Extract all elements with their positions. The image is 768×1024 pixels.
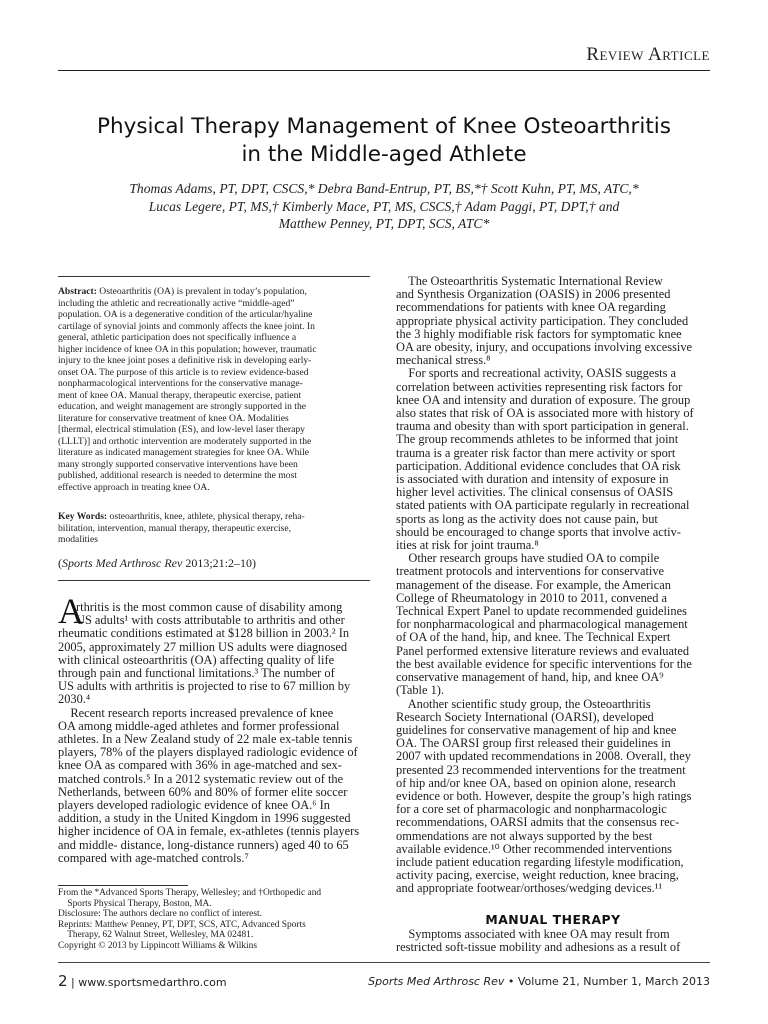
journal-url[interactable]: www.sportsmedarthro.com bbox=[78, 976, 227, 989]
paragraph-line: presented 23 recommended interventions for the treatment bbox=[396, 763, 686, 777]
paragraph-line: activity pacing, exercise, weight reduction, knee bracing, bbox=[396, 869, 679, 883]
keywords-text: osteoarthritis, knee, athlete, physical therapy, reha- bbox=[107, 511, 305, 522]
citation-volume: 2013;21:2–10) bbox=[182, 556, 256, 570]
paragraph-line: knee OA as compared with 36% in age-matched and sex- bbox=[58, 759, 342, 773]
header-rule bbox=[58, 70, 710, 71]
footer-left bbox=[58, 972, 227, 990]
abstract-line: published, additional research is needed to determine the most bbox=[58, 470, 297, 481]
paragraph-line: evidence or both. However, despite the group’s high ratings bbox=[396, 789, 692, 803]
footnote-line: Reprints: Matthew Penney, PT, DPT, SCS, ATC, Advanced Sports bbox=[58, 919, 306, 930]
paragraph-line: The group recommends athletes to be informed that joint bbox=[396, 433, 679, 447]
paragraph-line: conservative management of hand, hip, and knee OA⁹ bbox=[396, 671, 664, 685]
abstract-line: literature for conservative treatment of knee OA. Modalities bbox=[58, 412, 289, 424]
body-column-left bbox=[58, 601, 372, 865]
paragraph-line: 2030.⁴ bbox=[58, 693, 91, 707]
abstract-bottom-rule bbox=[58, 580, 370, 581]
title-line: Physical Therapy Management of Knee Osteoarthritis bbox=[97, 114, 671, 139]
paragraph-line: US adults¹ with costs attributable to arthritis and other bbox=[76, 614, 345, 628]
abstract-line: (LLLT)] and orthotic intervention are moderately supported in the bbox=[58, 435, 312, 447]
abstract-line: onset OA. The purpose of this article is to review evidence-based bbox=[58, 366, 309, 378]
author-list bbox=[58, 180, 710, 233]
journal-citation bbox=[58, 556, 256, 571]
paragraph-line: and appropriate footwear/orthoses/wedging devices.¹¹ bbox=[396, 882, 663, 896]
paragraph-line: rheumatic conditions estimated at $128 billion in 2003.² In bbox=[58, 627, 350, 641]
paragraph-line: participation. Additional evidence concludes that OA risk bbox=[396, 459, 681, 473]
paragraph-line: ommendations are not always supported by the best bbox=[396, 829, 653, 843]
paragraph-line: For sports and recreational activity, OASIS suggests a bbox=[396, 367, 676, 381]
paragraph-line: sports as long as the activity does not cause pain, but bbox=[396, 512, 658, 526]
paragraph-line: guidelines for conservative management of hip and knee bbox=[396, 723, 677, 737]
body-column-right-continued bbox=[396, 928, 710, 954]
paragraph-line: players, 78% of the players displayed radiologic evidence of bbox=[58, 746, 358, 760]
paragraph-line: and middle- distance, long-distance runners) aged 40 to 65 bbox=[58, 838, 349, 852]
abstract-line: including the athletic and recreationally active “middle-aged” bbox=[58, 297, 295, 309]
footer-separator: | bbox=[67, 976, 79, 989]
paragraph-line: ities at risk for joint trauma.⁸ bbox=[396, 539, 539, 553]
footer-right bbox=[368, 975, 710, 988]
citation-journal: Sports Med Arthrosc Rev bbox=[62, 556, 183, 570]
abstract-line: nonpharmacological interventions for the conservative manage- bbox=[58, 378, 303, 389]
paragraph-line: Netherlands, between 60% and 80% of former elite soccer bbox=[58, 785, 348, 799]
abstract-top-rule bbox=[58, 276, 370, 277]
paragraph-line: Panel performed extensive literature reviews and evaluated bbox=[396, 644, 690, 658]
paragraph-line: through pain and functional limitations.³ The number of bbox=[58, 667, 335, 681]
abstract-line: ment of knee OA. Manual therapy, therapeutic exercise, patient bbox=[58, 389, 302, 401]
paragraph-line: athletes. In a New Zealand study of 22 male ex-table tennis bbox=[58, 733, 353, 747]
paragraph-line: higher incidence of OA in female, ex-athletes (tennis players bbox=[58, 825, 360, 839]
keywords bbox=[58, 511, 370, 546]
paragraph-line: knee OA and intensity and duration of exposure. The group bbox=[396, 393, 691, 407]
paragraph-line: and Synthesis Organization (OASIS) in 2006 presented bbox=[396, 288, 671, 302]
paragraph-line: The Osteoarthritis Systematic International Review bbox=[396, 275, 663, 288]
paragraph-line: US adults with arthritis is projected to rise to 67 million by bbox=[58, 680, 351, 694]
paragraph-line: correlation between activities representing risk factors for bbox=[396, 380, 683, 394]
abstract-line: cartilage of synovial joints and commonly affects the knee joint. In bbox=[58, 320, 315, 332]
abstract-line: higher incidence of knee OA in this population; however, traumatic bbox=[58, 343, 317, 355]
paragraph-line: for a core set of pharmacologic and nonpharmacologic bbox=[396, 803, 667, 817]
paragraph-line: restricted soft-tissue mobility and adhesions as a result of bbox=[396, 941, 681, 955]
paragraph-line: trauma is a greater risk factor than mere activity or sport bbox=[396, 446, 676, 460]
author-line: Thomas Adams, PT, DPT, CSCS,* Debra Band-Entrup, PT, BS,*† Scott Kuhn, PT, MS, ATC,* bbox=[129, 181, 639, 196]
abstract-line: injury to the knee joint poses a definitive risk in developing early- bbox=[58, 355, 312, 366]
paragraph-line: available evidence.¹⁰ Other recommended interventions bbox=[396, 842, 673, 856]
abstract-text: Osteoarthritis (OA) is prevalent in today’s population, bbox=[96, 286, 307, 297]
paragraph-line: Technical Expert Panel to update recommended guidelines bbox=[396, 605, 687, 619]
paragraph-line: Symptoms associated with knee OA may result from bbox=[396, 928, 670, 941]
footnote-line: Disclosure: The authors declare no conflict of interest. bbox=[58, 909, 262, 920]
abstract bbox=[58, 286, 370, 493]
footer-rule bbox=[58, 962, 710, 963]
paragraph-line: the 3 highly modifiable risk factors for symptomatic knee bbox=[396, 327, 682, 341]
paragraph-line: rthritis is the most common cause of disability among bbox=[76, 601, 343, 614]
footer-journal: Sports Med Arthrosc Rev bbox=[368, 975, 505, 988]
keywords-line: bilitation, intervention, manual therapy, therapeutic exercise, bbox=[58, 522, 292, 534]
paragraph-line: of hip and/or knee OA, based on opinion alone, research bbox=[396, 776, 676, 790]
citation-open: ( bbox=[58, 556, 62, 570]
abstract-label: Abstract: bbox=[58, 286, 97, 297]
paragraph-line: Another scientific study group, the Osteoarthritis bbox=[396, 697, 651, 711]
abstract-line: effective approach in treating knee OA. bbox=[58, 481, 210, 493]
footnote-line: Sports Physical Therapy, Boston, MA. bbox=[58, 898, 212, 909]
footnote-rule bbox=[58, 885, 188, 886]
footnote-line: Copyright © 2013 by Lippincott Williams & Wilkins bbox=[58, 940, 257, 951]
footnotes bbox=[58, 888, 372, 952]
paragraph-line: the best available evidence for specific interventions for the bbox=[396, 657, 692, 671]
paragraph-line: trauma and obesity than with sport participation in general. bbox=[396, 420, 689, 434]
abstract-line: [thermal, electrical stimulation (ES), and low-level laser therapy bbox=[58, 424, 305, 435]
keywords-line bbox=[58, 511, 370, 523]
paragraph-line: higher level activities. The clinical consensus of OASIS bbox=[396, 486, 674, 500]
paragraph-line: 2007 with updated recommendations in 2008. Overall, they bbox=[396, 750, 691, 764]
paragraph-line: of OA of the hand, hip, and knee. The Technical Expert bbox=[396, 631, 671, 645]
paragraph-line: management of the disease. For example, the American bbox=[396, 578, 671, 592]
paragraph-line: should be encouraged to change sports that involve activ- bbox=[396, 525, 681, 539]
paragraph-line: treatment protocols and interventions for conservative bbox=[396, 565, 665, 579]
section-heading-manual-therapy: MANUAL THERAPY bbox=[485, 912, 621, 927]
paragraph-line: is associated with duration and intensity of exposure in bbox=[396, 473, 669, 487]
author-line: Lucas Legere, PT, MS,† Kimberly Mace, PT, MS, CSCS,† Adam Paggi, PT, DPT,† and bbox=[148, 198, 620, 214]
paragraph-line: College of Rheumatology in 2010 to 2011, convened a bbox=[396, 591, 668, 605]
article-title bbox=[58, 113, 710, 169]
keywords-label: Key Words: bbox=[58, 511, 108, 522]
footnote-line: From the *Advanced Sports Therapy, Wellesley; and †Orthopedic and bbox=[58, 888, 322, 898]
paragraph-line: with clinical osteoarthritis (OA) affecting quality of life bbox=[58, 653, 335, 667]
drop-cap: A bbox=[58, 591, 84, 631]
paragraph-line: stated patients with OA participate regularly in recreational bbox=[396, 499, 690, 513]
abstract-line: literature as indicated management strategies for knee OA. While bbox=[58, 447, 310, 458]
paragraph-line: Recent research reports increased prevalence of knee bbox=[58, 706, 334, 720]
paragraph-line: appropriate physical activity participation. They concluded bbox=[396, 314, 689, 328]
page-number: 2 bbox=[58, 972, 68, 990]
paragraph-line: Other research groups have studied OA to compile bbox=[396, 552, 660, 566]
paragraph-line: mechanical stress.⁸ bbox=[396, 354, 491, 368]
paragraph-line: addition, a study in the United Kingdom in 1996 suggested bbox=[58, 812, 351, 826]
abstract-line: education, and weight management are strongly supported in the bbox=[58, 401, 307, 412]
paragraph-line: compared with age-matched controls.⁷ bbox=[58, 851, 249, 865]
footer-issue: • Volume 21, Number 1, March 2013 bbox=[504, 975, 710, 988]
abstract-line: general, athletic participation does not specifically influence a bbox=[58, 332, 297, 343]
paragraph-line: OA are obesity, injury, and occupations involving excessive bbox=[396, 341, 693, 355]
paragraph-line: include patient education regarding lifestyle modification, bbox=[396, 855, 684, 869]
paragraph-line: (Table 1). bbox=[396, 684, 444, 698]
paragraph-line: for nonpharmacological and pharmacological management bbox=[396, 618, 688, 632]
paragraph-line: matched controls.⁵ In a 2012 systematic review out of the bbox=[58, 772, 344, 786]
paragraph-line: OA among middle-aged athletes and former professional bbox=[58, 719, 340, 733]
paragraph-line: Research Society International (OARSI), developed bbox=[396, 710, 654, 724]
paragraph-line: 2005, approximately 27 million US adults were diagnosed bbox=[58, 640, 348, 654]
footnote-line: Therapy, 62 Walnut Street, Wellesley, MA 02481. bbox=[58, 930, 254, 941]
section-label: Review Article bbox=[586, 44, 710, 65]
paragraph-line: OA. The OARSI group first released their guidelines in bbox=[396, 737, 671, 751]
paragraph-line: recommendations, OARSI admits that the consensus rec- bbox=[396, 816, 680, 830]
author-line: Matthew Penney, PT, DPT, SCS, ATC* bbox=[278, 216, 490, 231]
keywords-line: modalities bbox=[58, 534, 98, 545]
abstract-line: population. OA is a degenerative condition of the articular/hyaline bbox=[58, 309, 313, 320]
paragraph-line: players developed radiologic evidence of knee OA.⁶ In bbox=[58, 799, 330, 813]
paragraph-line: also states that risk of OA is associated more with history of bbox=[396, 407, 694, 421]
abstract-line: many strongly supported conservative interventions have been bbox=[58, 458, 298, 470]
paragraph-line: recommendations for patients with knee OA regarding bbox=[396, 301, 666, 315]
title-line: in the Middle-aged Athlete bbox=[241, 142, 527, 167]
body-column-right bbox=[396, 275, 710, 896]
abstract-line bbox=[58, 286, 370, 298]
